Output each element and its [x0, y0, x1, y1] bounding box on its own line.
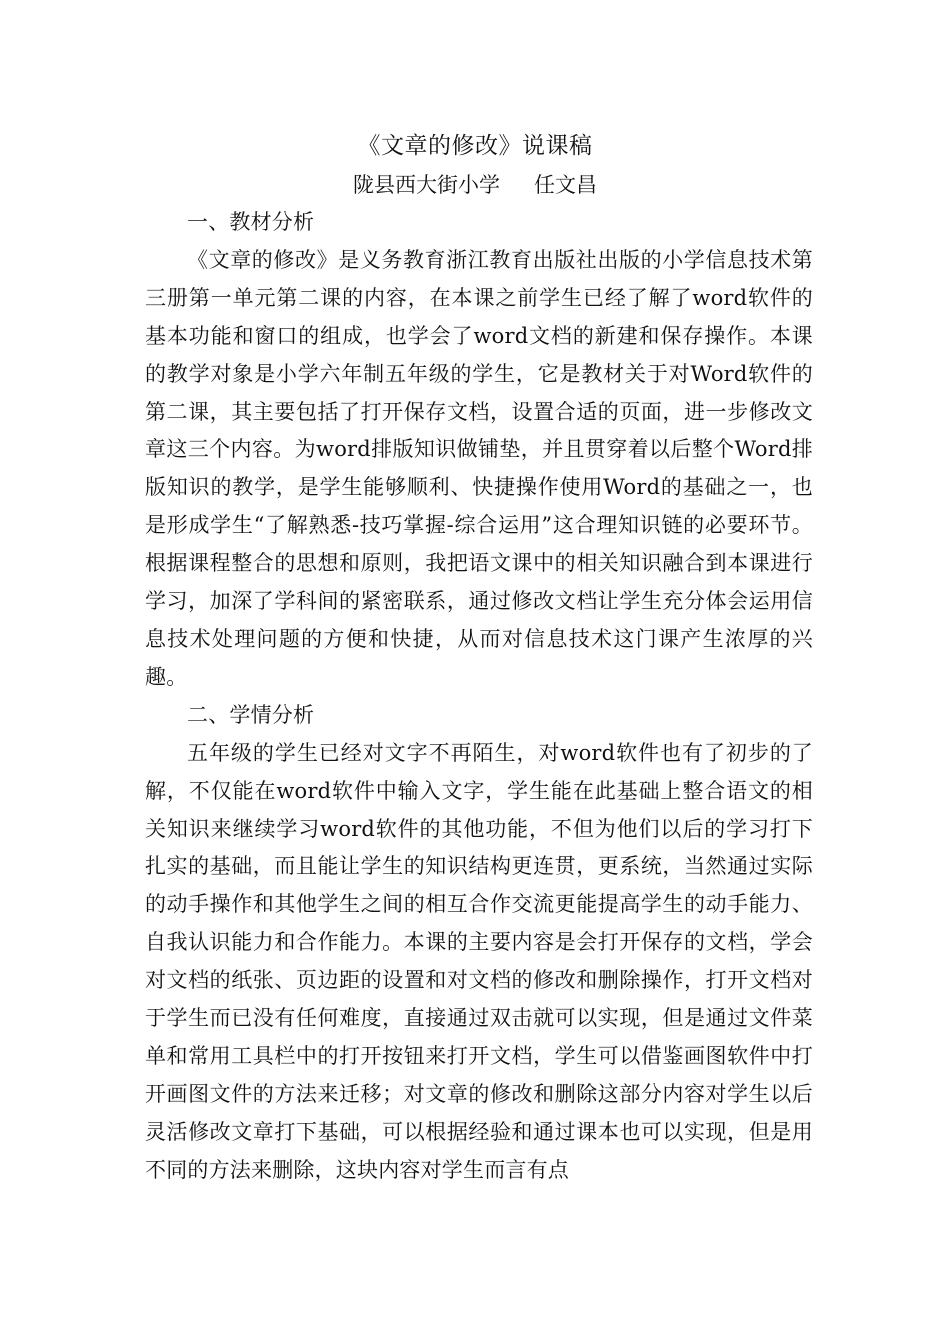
section-heading: 一、教材分析	[187, 210, 315, 234]
document-title: 《文章的修改》说课稿	[357, 133, 593, 159]
author-name: 任文昌	[534, 173, 597, 197]
section-heading: 二、学情分析	[187, 702, 315, 727]
body-paragraph: 五年级的学生已经对文字不再陌生，对word软件也有了初步的了解，不仅能在word软件中输入文字，学生能在此基础上整合语文的相关知识来继续学习word软件的其他功能，不但为他们以后的学习打下扎实的基础，而且能让学生的知识结构更连贯，更系统，当然通过实际的动手操作和其他学生之间的相互合作交流更能提高学生的动手能力、自我认识能力和合作能力。本课的主要内容是会打开保存的文档，学会对文档的纸张、页边距的设置和对文档的修改和删除操作，打开文档对于学生而已没有任何难度，直接通过双击就可以实现，但是通过文件菜单和常用工具栏中的打开按钮来打开文档，学生可以借鉴画图软件中打开画图文件的方法来迁移；对文章的修改和删除这部分内容对学生以后灵活修改文章打下基础，可以根据经验和通过课本也可以实现，但是用不同的方法来删除，这块内容对学生而言有点	[145, 740, 813, 1182]
author-school: 陇县西大街小学	[353, 173, 500, 197]
author-line	[0, 166, 950, 204]
body-paragraph: 《文章的修改》是义务教育浙江教育出版社出版的小学信息技术第三册第一单元第二课的内容，在本课之前学生已经了解了word软件的基本功能和窗口的组成，也学会了word文档的新建和保存操作。本课的教学对象是小学六年制五年级的学生，它是教材关于对Word软件的第二课，其主要包括了打开保存文档，设置合适的页面，进一步修改文章这三个内容。为word排版知识做铺垫，并且贯穿着以后整个Word排版知识的教学，是学生能够顺利、快捷操作使用Word的基础之一，也是形成学生“了解熟悉-技巧掌握-综合运用”这合理知识链的必要环节。根据课程整合的思想和原则，我把语文课中的相关知识融合到本课进行学习，加深了学科间的紧密联系，通过修改文档让学生充分体会运用信息技术处理问题的方便和快捷，从而对信息技术这门课产生浓厚的兴趣。	[145, 247, 813, 689]
document-body	[145, 204, 813, 1190]
